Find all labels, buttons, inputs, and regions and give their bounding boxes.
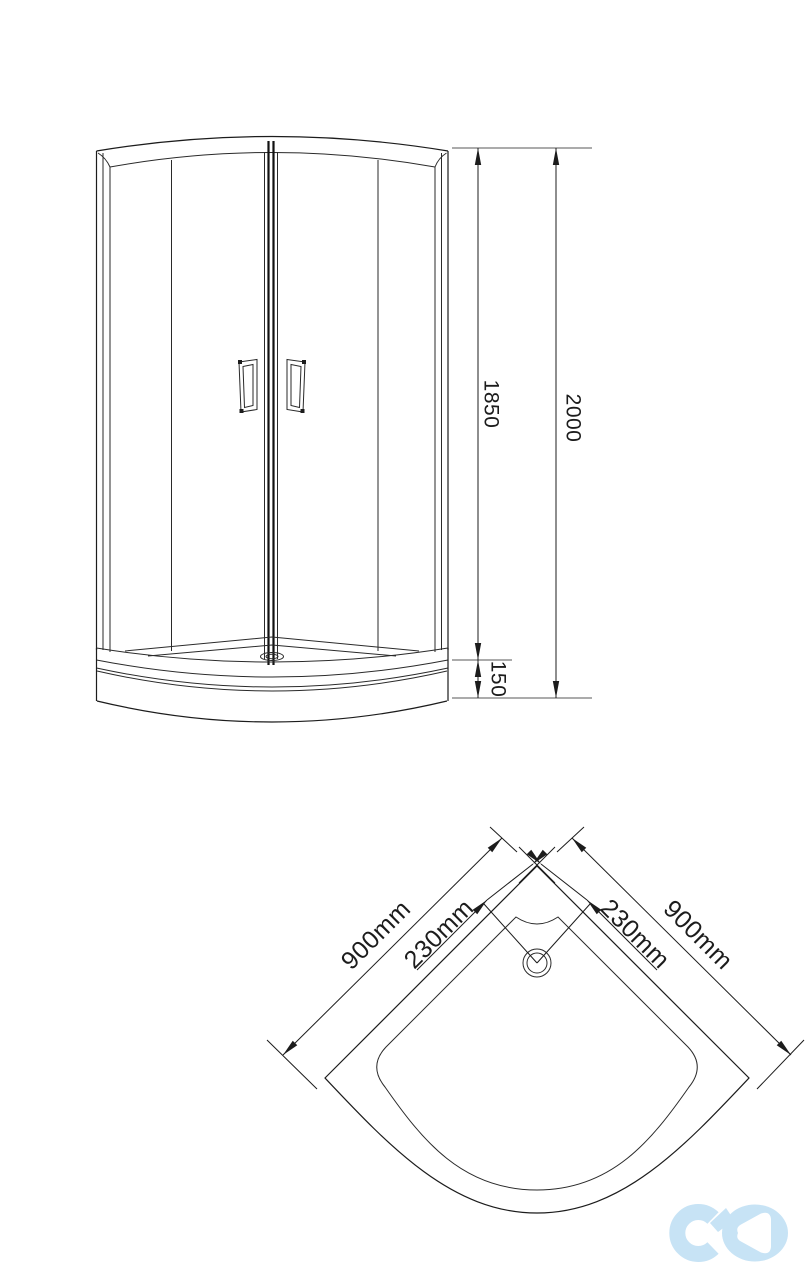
right-handle-bottom-mount: [301, 409, 305, 413]
logo-c-shape: [677, 1212, 713, 1254]
left-handle-inner: [243, 365, 253, 408]
tray-step-curve2: [97, 671, 447, 691]
dim-label-drain-left: 230mm: [398, 893, 480, 975]
dim-label-drain-right: 230mm: [594, 893, 676, 975]
arrow-1850-top: [475, 148, 481, 165]
tray-front: [97, 637, 449, 722]
arrow-150-top: [475, 660, 481, 677]
dim-label-side-left: 900mm: [335, 894, 417, 976]
left-handle-outer: [239, 360, 257, 413]
top-rail-right-cap: [435, 153, 447, 167]
dim-label-side-right: 900mm: [657, 894, 739, 976]
plan-dimensions: [267, 827, 804, 1089]
dim-line-right-230: [541, 864, 587, 900]
plan-view: [267, 827, 804, 1213]
arrow-right900-bottom: [777, 1041, 794, 1058]
arrow-1850-bottom: [475, 643, 481, 660]
tray-rim-lower-curve: [97, 660, 449, 677]
handles: [238, 360, 306, 414]
left-handle-top-mount: [238, 360, 242, 364]
ext-drain-right: [537, 904, 590, 963]
frame: [97, 137, 449, 653]
arrow-2000-bottom: [553, 681, 559, 698]
tray-bottom-curve: [97, 701, 447, 722]
dim-line-right-900: [572, 838, 791, 1055]
dim-line-left-230: [487, 864, 533, 900]
front-view: [97, 137, 593, 723]
arrow-150-bottom: [475, 681, 481, 698]
dim-line-left-900: [283, 838, 502, 1055]
tray-rim-top-curve: [97, 648, 449, 662]
dim-label-total-height: 2000: [561, 393, 585, 443]
arrow-left900-bottom: [281, 1041, 298, 1058]
top-rail-left-cap: [98, 153, 110, 167]
right-handle-inner: [291, 365, 301, 408]
dim-label-glass-height: 1850: [479, 379, 503, 429]
cd-logo-watermark: [677, 1205, 788, 1262]
left-handle-bottom-mount: [240, 409, 244, 413]
tray-floor-back-edge: [125, 637, 419, 651]
arrow-2000-top: [553, 148, 559, 165]
right-handle-top-mount: [302, 360, 306, 364]
arrow-right900-top: [570, 836, 587, 853]
drain-front-outer: [261, 653, 284, 661]
glass-panels: [172, 160, 379, 651]
right-handle-outer: [287, 360, 305, 413]
top-rail-outer-curve: [97, 137, 449, 152]
ext-drain-left: [484, 904, 537, 963]
dim-label-tray-height: 150: [486, 660, 510, 698]
front-dimensions: [452, 148, 592, 698]
sliding-doors: [265, 141, 278, 665]
arrow-left900-top: [488, 836, 505, 853]
